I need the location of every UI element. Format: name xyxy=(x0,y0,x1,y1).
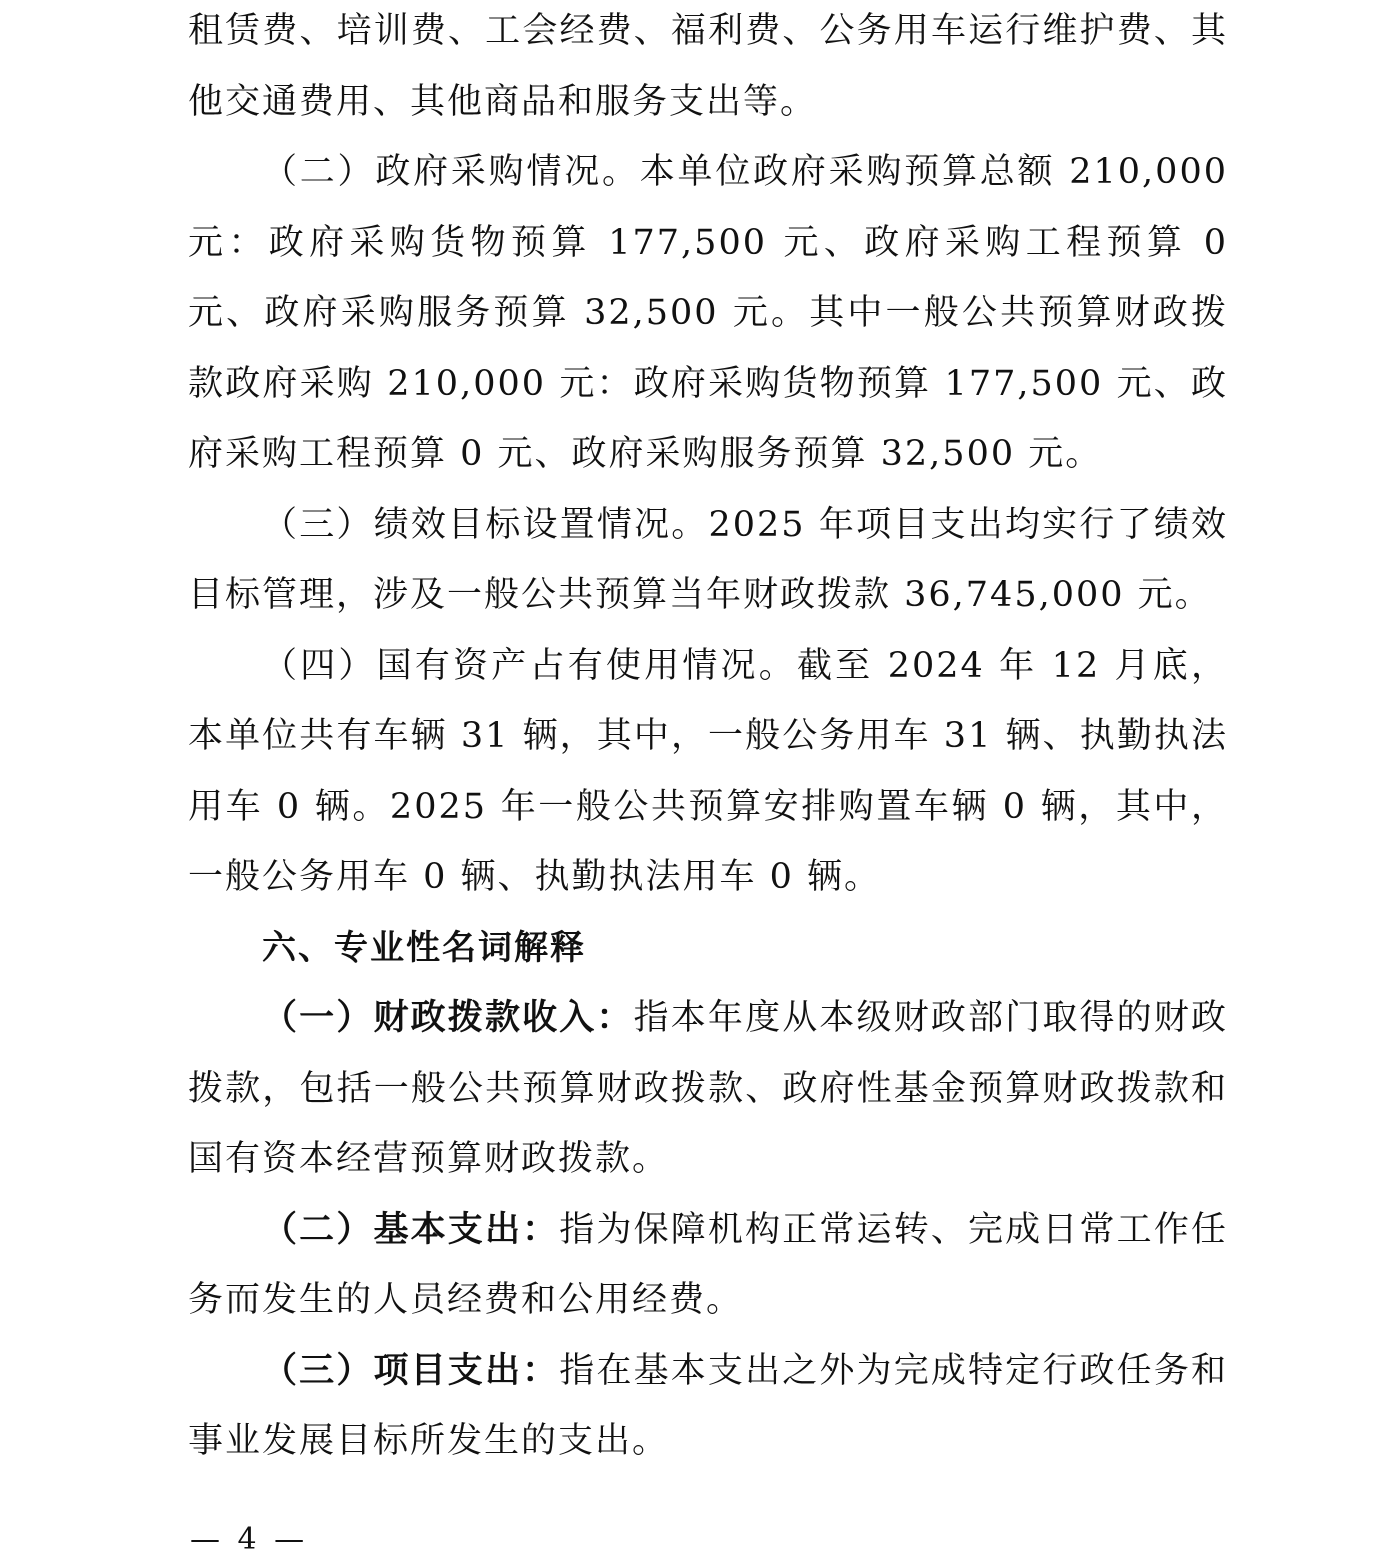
paragraph-continuation xyxy=(188,0,1228,137)
definition-text: 指为保障机构正常运转、完成日常工作任务而发生的人员经费和公用经费。 xyxy=(188,1209,1228,1320)
paragraph-text: 本单位政府采购预算总额 210,000 元：政府采购货物预算 177,500 元、政府采购工程预算 0 元、政府采购服务预算 32,500 元。其中一般公共预算财政拨款政府采购 210,000 元：政府采购货物预算 177,500 元、政府采购工程预算 0 元、政府采购服务预算 32,500 元。 xyxy=(188,152,1228,474)
paragraph-state-assets xyxy=(188,631,1228,913)
paragraph-text: 截至 2024 年 12 月底，本单位共有车辆 31 辆，其中，一般公务用车 31 辆、执勤执法用车 0 辆。2025 年一般公共预算安排购置车辆 0 辆，其中，一般公务用车 0 辆、执勤执法用车 0 辆。 xyxy=(188,645,1228,897)
definition-project-expenditure xyxy=(188,1336,1228,1477)
definition-term: （二）基本支出： xyxy=(262,1208,560,1250)
paragraph-government-procurement xyxy=(188,137,1228,490)
section-heading: 六、专业性名词解释 xyxy=(262,927,586,968)
document-page xyxy=(188,0,1228,1477)
definition-text: 指在基本支出之外为完成特定行政任务和事业发展目标所发生的支出。 xyxy=(188,1350,1228,1461)
definition-basic-expenditure xyxy=(188,1195,1228,1336)
paragraph-text: 2025 年项目支出均实行了绩效目标管理，涉及一般公共预算当年财政拨款 36,745,000 元。 xyxy=(188,504,1228,615)
paragraph-lead: （二）政府采购情况。 xyxy=(262,152,640,192)
definition-term: （三）项目支出： xyxy=(262,1349,560,1391)
definition-term: （一）财政拨款收入： xyxy=(262,997,634,1038)
paragraph-lead: （三）绩效目标设置情况。 xyxy=(262,504,709,545)
paragraph-lead: （四）国有资产占有使用情况。 xyxy=(262,645,797,686)
definition-fiscal-appropriation-income xyxy=(188,983,1228,1195)
page-number: — 4 — xyxy=(190,1522,309,1557)
definition-text: 指本年度从本级财政部门取得的财政拨款，包括一般公共预算财政拨款、政府性基金预算财政拨款和国有资本经营预算财政拨款。 xyxy=(188,998,1228,1179)
paragraph-text: 租赁费、培训费、工会经费、福利费、公务用车运行维护费、其他交通费用、其他商品和服务支出等。 xyxy=(188,11,1228,122)
paragraph-performance-targets xyxy=(188,490,1228,631)
